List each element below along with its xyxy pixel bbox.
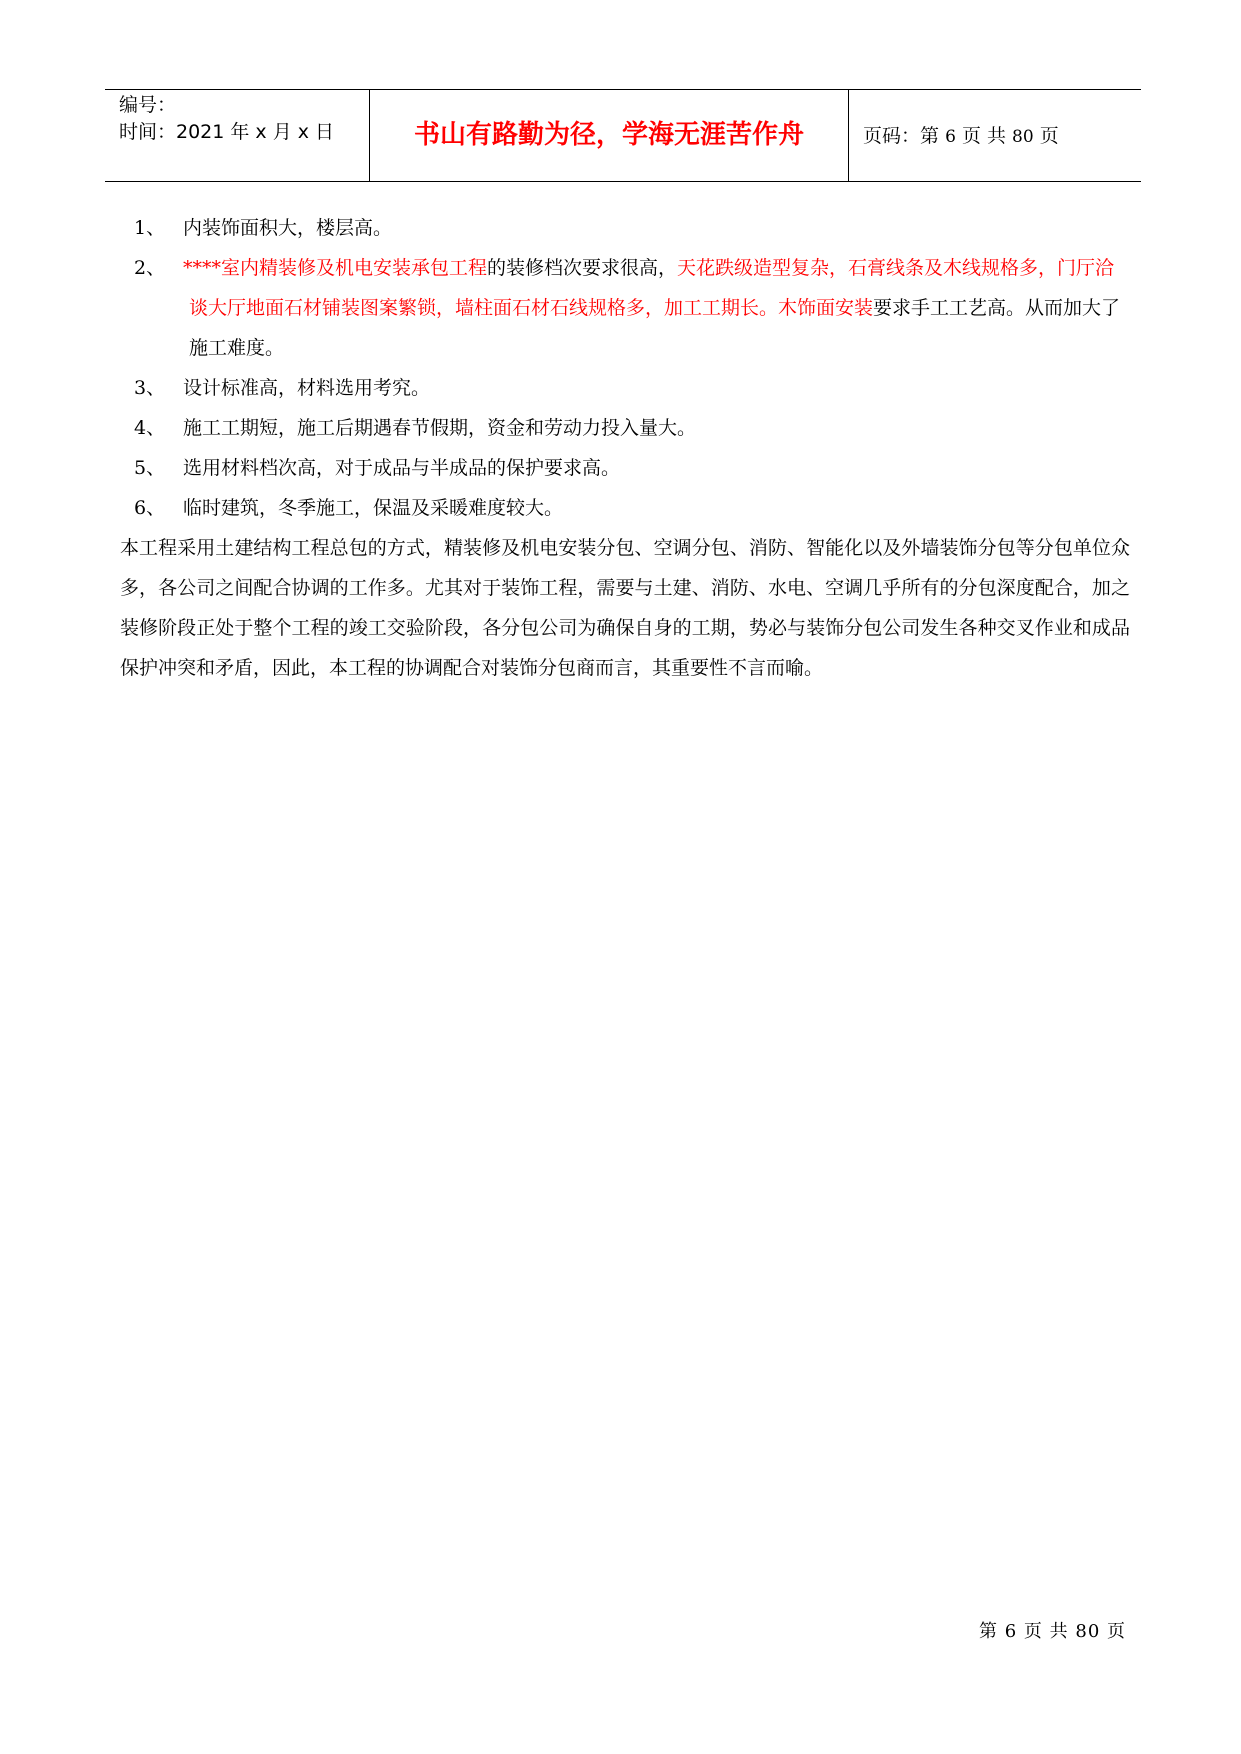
page-header <box>105 89 1141 182</box>
page-code-total: 80 <box>1012 127 1034 147</box>
header-page-code <box>863 124 1059 149</box>
list-item-number: 3、 <box>134 377 166 399</box>
list-item <box>120 208 1130 248</box>
list-item-text: 内装饰面积大，楼层高。 <box>183 217 393 239</box>
list-item-text: 选用材料档次高，对于成品与半成品的保护要求高。 <box>183 457 621 479</box>
list-item-number: 4、 <box>134 417 166 439</box>
page-code-prefix: 页码：第 <box>863 125 940 147</box>
list-item <box>120 408 1130 448</box>
list-item <box>120 368 1130 408</box>
list-item-text <box>183 248 1130 368</box>
header-motto: 书山有路勤为径，学海无涯苦作舟 <box>413 120 804 150</box>
list-item-number: 6、 <box>134 497 166 519</box>
list-item-number: 1、 <box>134 217 166 239</box>
list-item <box>120 448 1130 488</box>
list-item-number: 2、 <box>134 257 166 279</box>
list-item-text: 施工工期短，施工后期遇春节假期，资金和劳动力投入量大。 <box>183 417 697 439</box>
list-item-text: 临时建筑，冬季施工，保温及采暖难度较大。 <box>183 497 564 519</box>
page-code-number: 6 <box>945 127 956 147</box>
page-code-suffix: 页 <box>1039 125 1059 147</box>
time-label: 时间：2021 年 x 月 x 日 <box>119 121 335 143</box>
body-paragraph: 本工程采用土建结构工程总包的方式，精装修及机电安装分包、空调分包、消防、智能化以及外墙装饰分包等分包单位众多，各公司之间配合协调的工作多。尤其对于装饰工程，需要与土建、消防、水电、空调几乎所有的分包深度配合，加之装修阶段正处于整个工程的竣工交验阶段，各分包公司为确保自身的工期，势必与装饰分包公司发生各种交叉作业和成品保护冲突和矛盾，因此，本工程的协调配合对装饰分包商而言，其重要性不言而喻。 <box>120 537 1130 679</box>
header-motto-cell <box>369 90 849 181</box>
list-item <box>120 488 1130 528</box>
highlighted-text: ****室内精装修及机电安装承包工程 <box>183 257 488 279</box>
serial-label: 编号： <box>119 94 177 116</box>
list-item <box>120 248 1130 368</box>
list-item-number: 5、 <box>134 457 166 479</box>
header-info-cell <box>105 90 369 181</box>
highlighted-text: 天花跌级造型复杂，石膏线条及木线规格多，门厅洽谈大厅地面石材铺装图案繁锁，墙柱面石材石线规格多，加工工期长。木饰面安装 <box>189 257 1115 319</box>
page-code-mid: 页 共 <box>961 125 1006 147</box>
plain-text: 要求手工工艺高。从而加大了施工难度。 <box>189 297 1121 359</box>
header-page-cell <box>849 90 1141 181</box>
plain-text: 的装修档次要求很高， <box>487 257 678 279</box>
document-body <box>120 208 1130 688</box>
list-item-text: 设计标准高，材料选用考究。 <box>183 377 431 399</box>
page-footer: 第 6 页 共 80 页 <box>979 1621 1126 1642</box>
